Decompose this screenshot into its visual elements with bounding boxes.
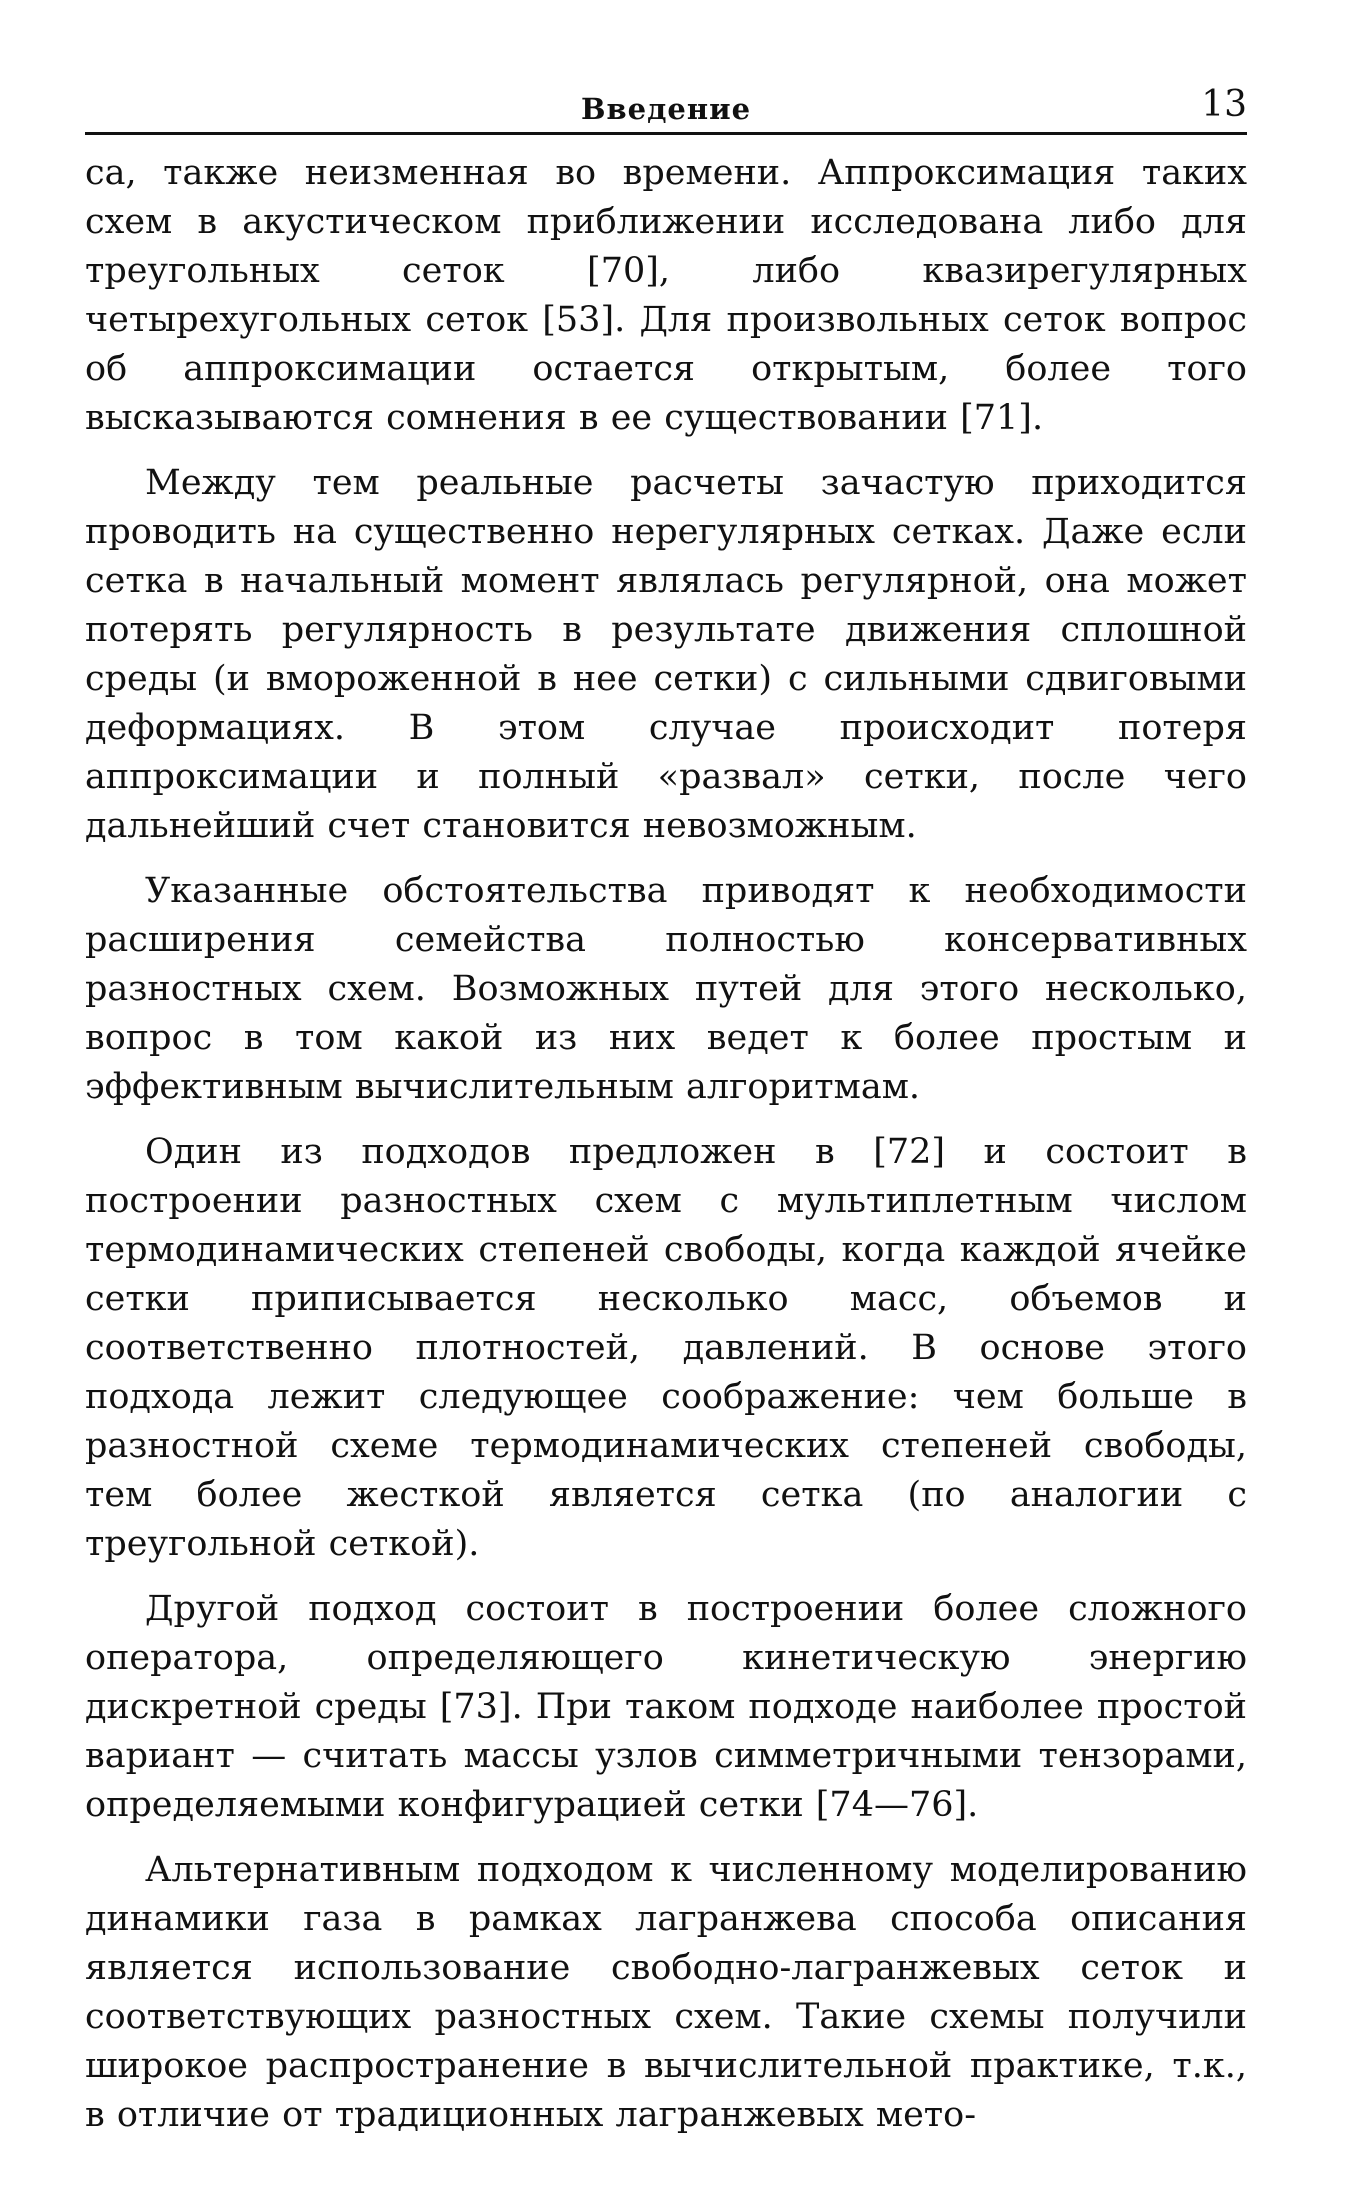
running-title: Введение xyxy=(580,92,752,126)
paragraph: Указанные обстоятельства приводят к необходимости расширения семейства полностью консервативных разностных схем. Возможных путей для этого несколько, вопрос в том какой из них ведет к более простым и эффективным вычислительным алгоритмам. xyxy=(85,871,1247,1107)
paragraph-continuation: са, также неизменная во времени. Аппроксимация таких схем в акустическом приближении исследована либо для треугольных сеток [70], либо квазирегулярных четырехугольных сеток [53]. Для произвольных сеток вопрос об аппроксимации остается открытым, более того высказываются сомнения в ее существовании [71]. xyxy=(85,153,1247,438)
book-page xyxy=(85,78,1247,2156)
running-header xyxy=(85,78,1247,135)
body-text xyxy=(85,149,1247,2140)
paragraph: Между тем реальные расчеты зачастую приходится проводить на существенно нерегулярных сетках. Даже если сетка в начальный момент являлась регулярной, она может потерять регулярность в результате движения сплошной среды (и вмороженной в нее сетки) с сильными сдвиговыми деформациях. В этом случае происходит потеря аппроксимации и полный «развал» сетки, после чего дальнейший счет становится невозможным. xyxy=(85,463,1247,846)
paragraph: Другой подход состоит в построении более сложного оператора, определяющего кинетическую энергию дискретной среды [73]. При таком подходе наиболее простой вариант — считать массы узлов симметричными тензорами, определяемыми конфигурацией сетки [74—76]. xyxy=(85,1589,1247,1825)
paragraph: Альтернативным подходом к численному моделированию динамики газа в рамках лагранжева способа описания является использование свободно-лагранжевых сеток и соответствующих разностных схем. Такие схемы получили широкое распространение в вычислительной практике, т.к., в отличие от традиционных лагранжевых мето- xyxy=(85,1850,1247,2135)
page-number: 13 xyxy=(1201,84,1247,125)
paragraph: Один из подходов предложен в [72] и состоит в построении разностных схем с мультиплетным числом термодинамических степеней свободы, когда каждой ячейке сетки приписывается несколько масс, объемов и соответственно плотностей, давлений. В основе этого подхода лежит следующее соображение: чем больше в разностной схеме термодинамических степеней свободы, тем более жесткой является сетка (по аналогии с треугольной сеткой). xyxy=(85,1132,1247,1564)
